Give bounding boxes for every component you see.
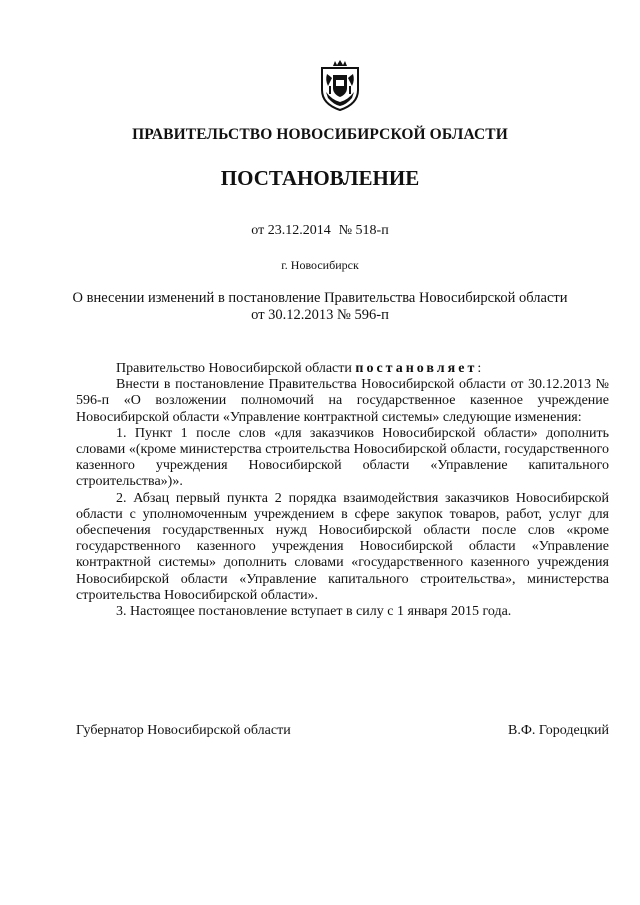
intro-paragraph (76, 361, 609, 377)
intro-verb: постановляет (355, 361, 478, 376)
coat-of-arms-icon (318, 60, 362, 112)
subject-line: от 30.12.2013 № 596-п (251, 307, 389, 323)
body-paragraph: 3. Настоящее постановление вступает в силу с 1 января 2015 года. (116, 604, 512, 620)
document-date-number (0, 223, 640, 239)
intro-prefix: Правительство Новосибирской области (116, 361, 356, 376)
document-city: г. Новосибирск (281, 258, 359, 272)
organization-title: ПРАВИТЕЛЬСТВО НОВОСИБИРСКОЙ ОБЛАСТИ (132, 126, 508, 143)
subject-line: О внесении изменений в постановление Правительства Новосибирской области (72, 290, 568, 306)
document-date: от 23.12.2014 (251, 223, 331, 238)
document-number: № 518-п (338, 223, 389, 238)
intro-suffix: : (477, 361, 482, 376)
signatory-position: Губернатор Новосибирской области (76, 723, 291, 738)
body-paragraph: Внести в постановление Правительства Новосибирской области от 30.12.2013 № 596-п «О возложении полномочий на государственное казенное учреждение Новосибирской области «Управление контрактной системы» следующие изменения: (76, 377, 609, 425)
document-subject (0, 290, 640, 324)
document-type-title: ПОСТАНОВЛЕНИЕ (220, 166, 420, 190)
signatory-name: В.Ф. Городецкий (508, 723, 609, 738)
body-paragraph: 1. Пункт 1 после слов «для заказчиков Новосибирской области» дополнить словами «(кроме министерства строительства Новосибирской области, государственного казенного учреждения Новосибирской области «Управление капитального строительства»)». (76, 425, 609, 490)
document-body (76, 361, 609, 620)
body-paragraph: 2. Абзац первый пункта 2 порядка взаимодействия заказчиков Новосибирской области с уполномоченным учреждением в сфере закупок товаров, работ, услуг для обеспечения государственных нужд Новосибирской области после слов «кроме государственного казенного учреждения Новосибирской области «Управление контрактной системы» дополнить словами «государственного казенного учреждения Новосибирской области «Управление капитального строительства», министерства строительства Новосибирской области». (76, 490, 609, 603)
